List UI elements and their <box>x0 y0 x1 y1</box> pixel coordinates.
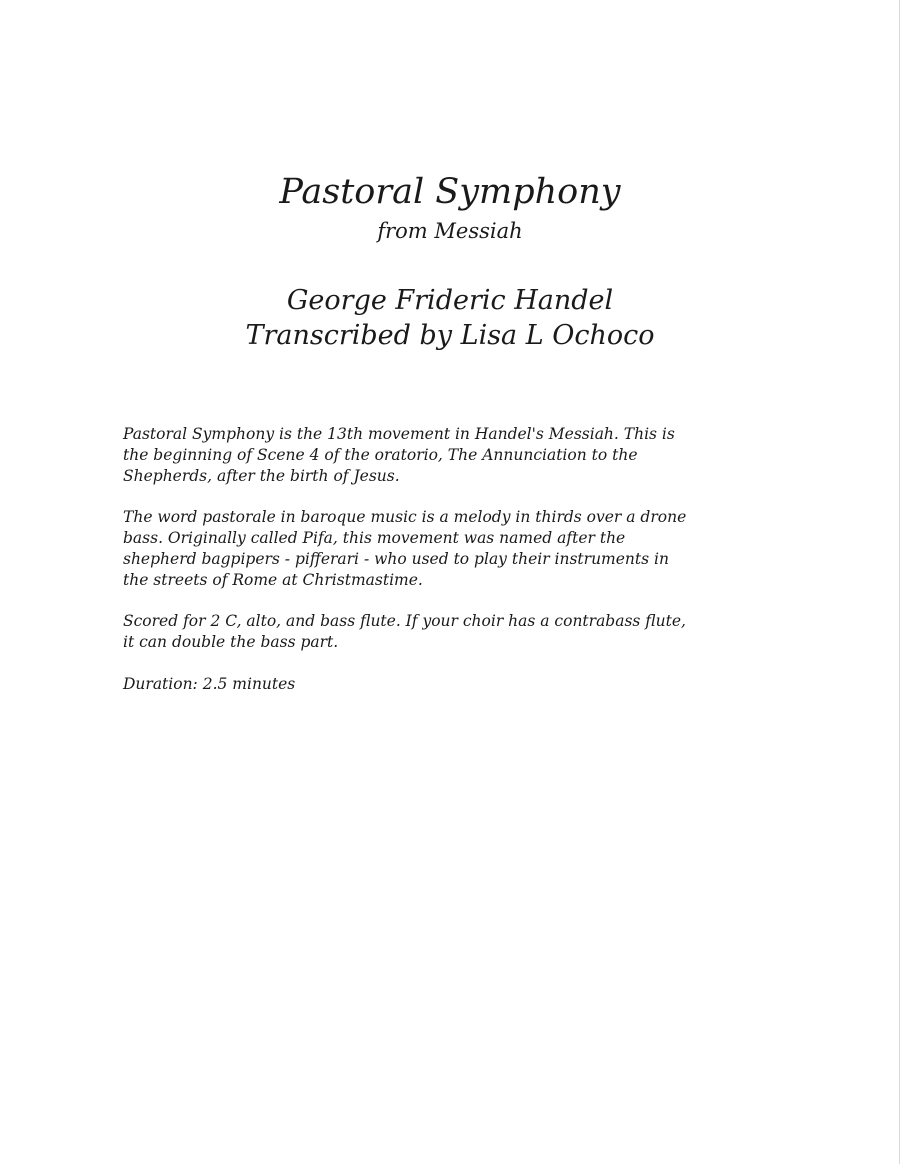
composer-name: George Frideric Handel <box>286 285 614 316</box>
page-title: Pastoral Symphony <box>279 172 621 212</box>
notes-paragraph-scoring: Scored for 2 C, alto, and bass flute. If your choir has a contrabass flute, it can double the bass part. <box>123 612 686 651</box>
notes-paragraph-pastorale: The word pastorale in baroque music is a melody in thirds over a drone bass. Originally called Pifa, this movement was named after the shepherd bagpipers - pifferari - who used to play their instruments in the streets of Rome at Christmastime. <box>123 508 687 589</box>
program-notes <box>123 424 763 694</box>
page-subtitle: from Messiah <box>377 219 523 243</box>
notes-duration: Duration: 2.5 minutes <box>123 674 296 693</box>
notes-paragraph-movement: Pastoral Symphony is the 13th movement in Handel's Messiah. This is the beginning of Scene 4 of the oratorio, The Annunciation to the Shepherds, after the birth of Jesus. <box>123 425 675 485</box>
transcriber-credit: Transcribed by Lisa L Ochoco <box>245 320 655 351</box>
